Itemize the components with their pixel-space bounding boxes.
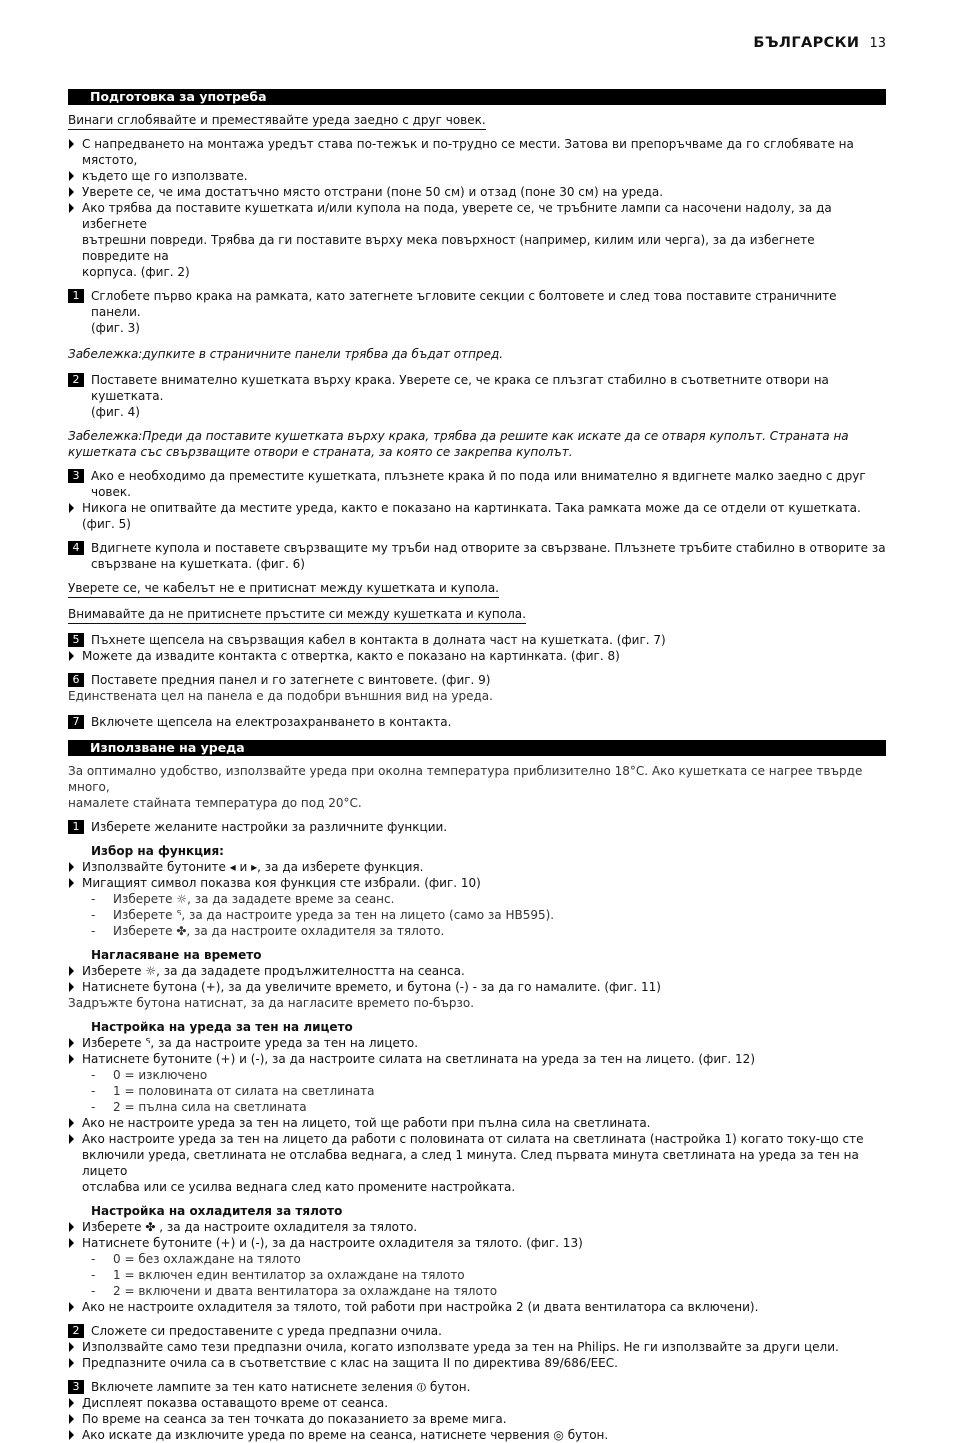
note: Забележка:дупките в страничните панели трябва да бъдат отпред. <box>68 347 504 361</box>
step-2 <box>68 372 886 404</box>
step-number: 2 <box>68 373 84 387</box>
intro-text: За оптимално удобство, използвайте уреда при околна температура приблизително 18°C. Ако кушетката се нагрее твърде много, <box>68 764 863 794</box>
bullet-item: Можете да извадите контакта с отвертка, както е показано на картинката. (фиг. 8) <box>68 648 886 664</box>
subheading-body-cooler: Настройка на охладителя за тялото <box>91 1204 343 1218</box>
bullet-item: Изберете ᕐ, за да настроите уреда за тен на лицето. <box>68 1035 886 1051</box>
bullet-item: Изберете ☼, за да зададете продължителността на сеанса. <box>68 963 886 979</box>
step-continuation: (фиг. 4) <box>91 405 140 419</box>
step-text: Поставете предния панел и го затегнете с винтовете. (фиг. 9) <box>91 673 491 687</box>
dash-item: - 0 = без охлаждане на тялото <box>68 1251 886 1267</box>
page-content <box>68 0 886 1443</box>
step-number: 6 <box>68 673 84 687</box>
dash-item: - 2 = включени и двата вентилатора за охлаждане на тялото <box>68 1283 886 1299</box>
page-number: 13 <box>869 35 886 51</box>
dash-item: - Изберете ᕐ, за да настроите уреда за тен на лицето (само за HB595). <box>68 907 886 923</box>
bullet-continuation: корпуса. (фиг. 2) <box>82 265 190 279</box>
bullet-item: Ако искате да изключите уреда по време на сеанса, натиснете червения ◎ бутон. <box>68 1427 886 1443</box>
step-number: 4 <box>68 541 84 555</box>
step-number: 3 <box>68 1380 84 1394</box>
step-5 <box>68 632 886 648</box>
step-text: Сложете си предоставените с уреда предпазни очила. <box>91 1324 442 1338</box>
bullet-item: Предпазните очила са в съответствие с клас на защита II по директива 89/686/EEC. <box>68 1355 886 1371</box>
step-number: 3 <box>68 469 84 483</box>
subheading-facial-tanner: Настройка на уреда за тен на лицето <box>91 1020 353 1034</box>
bullet-item: Натиснете бутона (+), за да увеличите времето, и бутона (-) - за да го намалите. (фиг. 11) <box>68 979 886 995</box>
note: Забележка:Преди да поставите кушетката върху крака, трябва да решите как искате да се отваря куполът. Страната на <box>68 429 849 443</box>
dash-item: - 2 = пълна сила на светлината <box>68 1099 886 1115</box>
step-3 <box>68 468 886 500</box>
step-number: 5 <box>68 633 84 647</box>
bullet-item: Ако настроите уреда за тен на лицето да работи с половината от силата на светлината (настройка 1) когато току-що сте <box>68 1131 886 1147</box>
step-text: Включете щепсела на електрозахранването в контакта. <box>91 715 452 729</box>
step-text: Включете лампите за тен като натиснете зеления ⏼ бутон. <box>91 1380 471 1394</box>
step-text: Вдигнете купола и поставете свързващите му тръби над отворите за свързване. Плъзнете тръбите стабилно в отворите за <box>91 541 886 555</box>
bullet-item: Използвайте само тези предпазни очила, когато използвате уреда за тен на Philips. Не ги използвайте за други цели. <box>68 1339 886 1355</box>
bullet-item: Никога не опитвайте да местите уреда, както е показано на картинката. Така рамката може да се отдели от кушетката. (фиг. 5) <box>68 500 886 532</box>
step-continuation: свързване на кушетката. (фиг. 6) <box>91 557 305 571</box>
step-1 <box>68 288 886 320</box>
bullet-continuation: вътрешни повреди. Трябва да ги поставите върху мека повърхност (например, килим или черга), за да избегнете повредите на <box>82 233 815 263</box>
dash-item: - 1 = включен един вентилатор за охлаждане на тялото <box>68 1267 886 1283</box>
dash-item: - Изберете ✤, за да настроите охладителя за тялото. <box>68 923 886 939</box>
bullet-continuation: отслабва или се усилва веднага след като промените настройката. <box>82 1180 516 1194</box>
bullet-item: Ако не настроите уреда за тен на лицето, той ще работи при пълна сила на светлината. <box>68 1115 886 1131</box>
step-number: 1 <box>68 289 84 303</box>
section-title-preparation: Подготовка за употреба <box>68 89 886 105</box>
step-7 <box>68 714 886 730</box>
bullet-continuation: включили уреда, светлината не отслабва веднага, а след 1 минута. След първата минута светлината на уреда за тен на лицето <box>82 1148 859 1178</box>
bullet-item: Дисплеят показва оставащото време от сеанса. <box>68 1395 886 1411</box>
step-text: Изберете желаните настройки за различните функции. <box>91 820 448 834</box>
bullet-item: С напредването на монтажа уредът става по-тежък и по-трудно се мести. Затова ви препоръчваме да го сглобявате на мястото, <box>68 136 886 168</box>
bullet-item: Натиснете бутоните (+) и (-), за да настроите силата на светлината на уреда за тен на лицето. (фиг. 12) <box>68 1051 886 1067</box>
bullet-item: Натиснете бутоните (+) и (-), за да настроите охладителя за тялото. (фиг. 13) <box>68 1235 886 1251</box>
warning-text: Уверете се, че кабелът не е притиснат между кушетката и купола. <box>68 581 499 598</box>
bullet-item: Мигащият символ показва коя функция сте избрали. (фиг. 10) <box>68 875 886 891</box>
bullet-item: Изберете ✤ , за да настроите охладителя за тялото. <box>68 1219 886 1235</box>
bullet-item: Ако не настроите охладителя за тялото, той работи при настройка 2 (и двата вентилатора са включени). <box>68 1299 886 1315</box>
bullet-item: Ако трябва да поставите кушетката и/или купола на пода, уверете се, че тръбните лампи са насочени надолу, за да избегнете <box>68 200 886 232</box>
step-4 <box>68 540 886 556</box>
bullet-item: Използвайте бутоните ◂ и ▸, за да изберете функция. <box>68 859 886 875</box>
subheading-time: Нагласяване на времето <box>91 948 262 962</box>
step-2 <box>68 1323 886 1339</box>
step-number: 1 <box>68 820 84 834</box>
warning-text: Винаги сглобявайте и преместявайте уреда заедно с друг човек. <box>68 113 486 130</box>
step-3 <box>68 1379 886 1395</box>
tip-text: Единствената цел на панела е да подобри външния вид на уреда. <box>68 689 493 703</box>
tip-text: Задръжте бутона натиснат, за да нагласите времето по-бързо. <box>68 996 475 1010</box>
step-continuation: (фиг. 3) <box>91 321 140 335</box>
bullet-item: По време на сеанса за тен точката до показанието за време мига. <box>68 1411 886 1427</box>
step-text: Ако е необходимо да преместите кушетката, плъзнете крака й по пода или внимателно я вдигнете малко заедно с друг човек. <box>91 469 866 499</box>
warning-text: Внимавайте да не притиснете пръстите си между кушетката и купола. <box>68 607 526 624</box>
subheading-function-select: Избор на функция: <box>91 844 224 858</box>
dash-item: - 1 = половината от силата на светлината <box>68 1083 886 1099</box>
step-text: Поставете внимателно кушетката върху крака. Уверете се, че крака се плъзгат стабилно в съответните отвори на кушетката. <box>91 373 829 403</box>
step-text: Пъхнете щепсела на свързващия кабел в контакта в долната част на кушетката. (фиг. 7) <box>91 633 666 647</box>
section-title-usage: Използване на уреда <box>68 740 886 756</box>
step-text: Сглобете първо крака на рамката, като затегнете ъгловите секции с болтовете и след това поставите страничните панели. <box>91 289 837 319</box>
dash-item: - 0 = изключено <box>68 1067 886 1083</box>
bullet-continuation: където ще го използвате. <box>68 168 886 184</box>
step-6 <box>68 672 886 688</box>
step-1 <box>68 819 886 835</box>
bullet-item: Уверете се, че има достатъчно място отстрани (поне 50 см) и отзад (поне 30 см) на уреда. <box>68 184 886 200</box>
step-number: 2 <box>68 1324 84 1338</box>
intro-text: намалете стайната температура до под 20°C. <box>68 796 362 810</box>
dash-item: - Изберете ☼, за да зададете време за сеанс. <box>68 891 886 907</box>
language-label: БЪЛГАРСКИ <box>753 35 860 51</box>
note: кушетката със свързващите отвори е страната, за която се закрепва куполът. <box>68 445 573 459</box>
step-number: 7 <box>68 715 84 729</box>
